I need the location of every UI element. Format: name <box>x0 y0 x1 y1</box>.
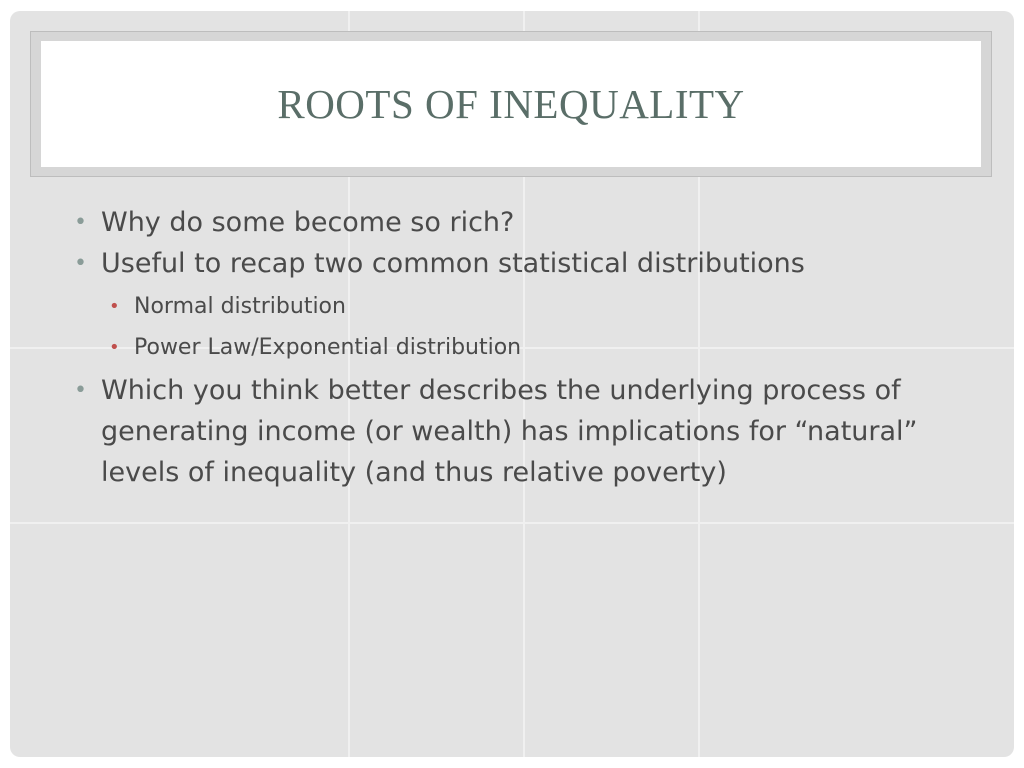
sub-bullet-text: Normal distribution <box>134 294 346 319</box>
bullet-icon: • <box>74 378 87 403</box>
slide <box>10 11 1014 757</box>
slide-title: ROOTS OF INEQUALITY <box>277 81 745 127</box>
bullet-item <box>72 370 952 493</box>
bullet-text: Why do some become so rich? <box>101 207 515 238</box>
sub-bullet-icon: • <box>109 296 120 317</box>
bullet-icon: • <box>74 210 87 235</box>
sub-bullet-item <box>72 286 952 327</box>
bullet-list <box>72 202 952 493</box>
bullet-text: Which you think better describes the underlying process of generating income (or wealth) has implications for “natural” levels of inequality (and thus relative poverty) <box>101 375 918 488</box>
title-box <box>41 41 981 167</box>
sub-bullet-list <box>72 286 952 368</box>
title-frame <box>30 31 992 177</box>
bullet-item <box>72 202 952 243</box>
bullet-item <box>72 243 952 284</box>
sub-bullet-item <box>72 327 952 368</box>
sub-bullet-group <box>72 286 952 368</box>
bullet-icon: • <box>74 251 87 276</box>
sub-bullet-icon: • <box>109 337 120 358</box>
bullet-text: Useful to recap two common statistical distributions <box>101 248 805 279</box>
sub-bullet-text: Power Law/Exponential distribution <box>134 335 522 360</box>
slide-body <box>72 202 952 493</box>
background-grid-line <box>10 522 1014 524</box>
